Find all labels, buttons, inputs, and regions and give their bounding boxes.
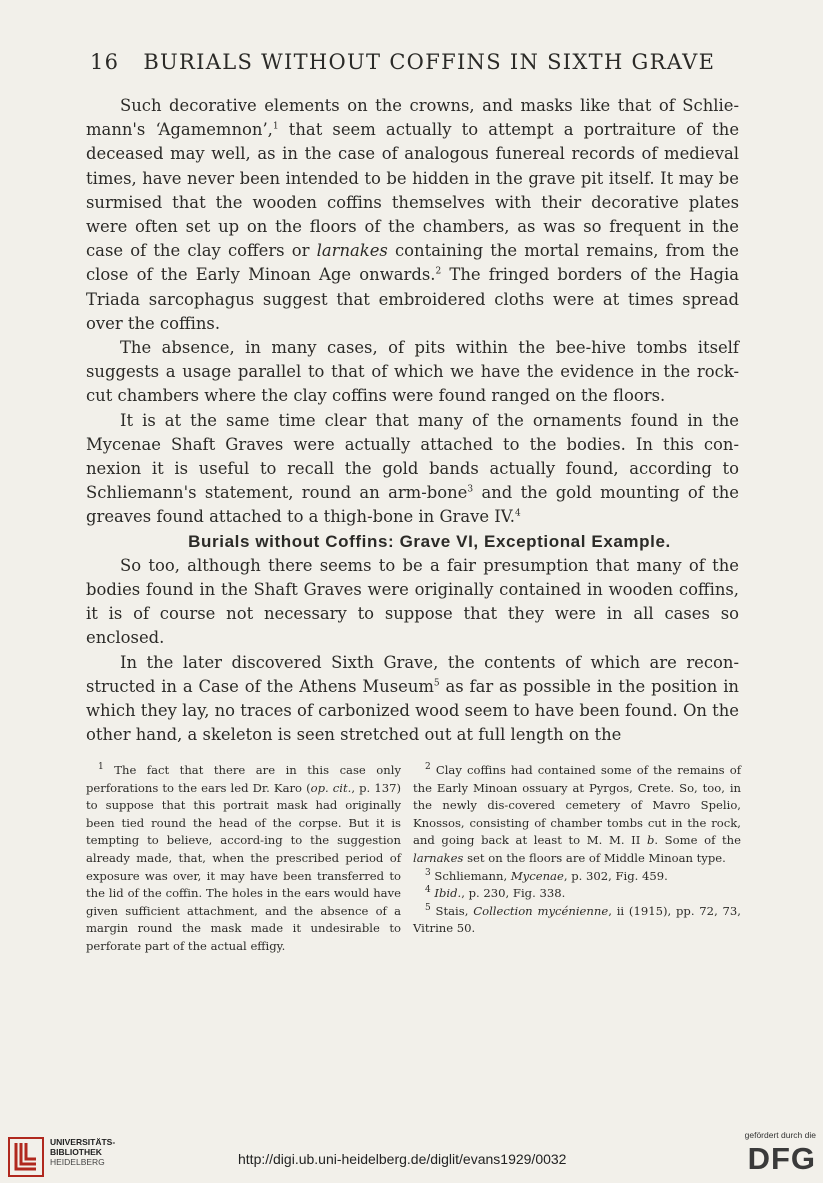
text-run: Clay coffins had contained some of the remains of the Early Minoan ossuary at Pyrgos, Crete. So, too, in the newly dis-covered cemetery of Mavro Spelio, Knossos, consisting of chamber tombs cut in the rock, and going back at least to M. M. II bbox=[413, 763, 741, 848]
text-run: Such decorative elements on the crowns, and masks like that of Schlie-mann's ‘Agamemnon’, bbox=[86, 96, 739, 140]
text-run: , p. 230, Fig. 338. bbox=[461, 886, 566, 901]
library-emblem-icon bbox=[8, 1137, 44, 1177]
text-run: as far as possible in the position in which they lay, no traces of carbonized wood seem to have been found. On the other hand, a skeleton is seen stretched out at full length on the bbox=[86, 676, 739, 745]
funder-note: gefördert durch die bbox=[744, 1130, 816, 1140]
footnote-3 bbox=[413, 868, 741, 886]
italic-term: Collection mycénienne bbox=[473, 903, 609, 918]
italic-term: Mycenae bbox=[510, 868, 564, 883]
footnote-2 bbox=[413, 762, 741, 868]
italic-term: larnakes bbox=[316, 241, 388, 261]
text-run: Schliemann, bbox=[430, 868, 511, 883]
paragraph-1 bbox=[86, 94, 739, 336]
text-run: In the later discovered Sixth Grave, the contents of which are recon-structed in a Case of the Athens Museum bbox=[86, 652, 739, 696]
footnote-column-left bbox=[86, 762, 401, 956]
library-line: UNIVERSITÄTS- bbox=[50, 1137, 116, 1147]
text-run: Stais, bbox=[430, 903, 474, 918]
footnote-ref-2: 2 bbox=[435, 266, 442, 277]
paragraph-2: The absence, in many cases, of pits within the bee-hive tombs itself suggests a usage parallel to that of which we have the evidence in the rock-cut chambers where the clay coffins were found ranged on the floors. bbox=[86, 338, 739, 406]
footnotes bbox=[86, 762, 741, 956]
section-heading: Burials without Coffins: Grave VI, Exceptional Example. bbox=[188, 531, 671, 551]
italic-term: larnakes bbox=[413, 850, 464, 865]
footnote-mark: 5 bbox=[425, 902, 431, 913]
running-title: BURIALS WITHOUT COFFINS IN SIXTH GRAVE bbox=[143, 50, 716, 74]
italic-term: Ibid. bbox=[434, 886, 462, 901]
text-run: containing the mortal remains, from the close of the Early Minoan Age onwards. bbox=[86, 241, 739, 285]
text-run: , ii (1915), pp. 72, 73, Vitrine 50. bbox=[413, 903, 741, 936]
footnote-ref-3: 3 bbox=[467, 484, 474, 495]
paragraph-4: So too, although there seems to be a fair presumption that many of the bodies found in the Shaft Graves were originally contained in wooden coffins, it is of course not necessary to suppose that they were in all cases so enclosed. bbox=[86, 555, 739, 648]
footnote-mark: 1 bbox=[98, 762, 104, 773]
library-logo[interactable] bbox=[8, 1137, 138, 1177]
footnote-mark: 2 bbox=[425, 762, 431, 773]
italic-term: op. cit. bbox=[310, 780, 352, 795]
text-run: , p. 302, Fig. 459. bbox=[563, 868, 668, 883]
text-run: . Some of the bbox=[654, 833, 741, 848]
library-name bbox=[50, 1137, 115, 1167]
page-number: 16 bbox=[90, 50, 120, 74]
text-run: and the gold mounting of the greaves found attached to a thigh-bone in Grave IV. bbox=[86, 483, 739, 527]
italic-term: b bbox=[646, 833, 655, 848]
text-run: The fringed borders of the Hagia Triada sarcophagus suggest that embroidered cloths were at times spread over the coffins. bbox=[86, 265, 739, 333]
footnote-mark: 4 bbox=[425, 885, 431, 896]
paragraph-5 bbox=[86, 651, 739, 748]
library-line: HEIDELBERG bbox=[50, 1157, 105, 1167]
footnote-ref-1: 1 bbox=[272, 121, 279, 132]
footnote-4 bbox=[413, 885, 741, 903]
footnote-ref-4: 4 bbox=[514, 508, 521, 519]
text-run: that seem actually to attempt a portraiture of the deceased may well, as in the case of analogous funereal records of medieval times, have never been intended to be hidden in the grave pit itself. It may be surmised that the wooden coffins themselves with their decorative plates were often set up on the floors of the chambers, as was so frequent in the case of the clay coffers or bbox=[86, 120, 740, 261]
footnote-5 bbox=[413, 903, 741, 938]
footnote-ref-5: 5 bbox=[433, 678, 440, 689]
footnote-1 bbox=[86, 762, 401, 956]
text-run: , p. 137) to suppose that this portrait mask had originally been tied round the head of the corpse. But it is tempting to believe, accord-ing to the suggestion already made, that, when the prescribed period of exposure was over, it may have been transferred to the lid of the coffin. The holes in the ears would have given sufficient attachment, and the absence of a margin round the mask made it undesirable to perforate part of the actual effigy. bbox=[86, 780, 401, 953]
dfg-wordmark: DFG bbox=[747, 1141, 816, 1176]
text-run: The fact that there are in this case only perforations to the ears led Dr. Karo ( bbox=[86, 763, 401, 795]
text-run: It is at the same time clear that many of the ornaments found in the Mycenae Shaft Graves were actually attached to the bodies. In this con-nexion it is useful to recall the gold bands actually found, according to Schliemann's statement, round an arm-bone bbox=[86, 410, 739, 503]
running-header bbox=[90, 50, 740, 74]
paragraph-3 bbox=[86, 409, 739, 530]
source-url-link[interactable]: http://digi.ub.uni-heidelberg.de/diglit/evans1929/0032 bbox=[238, 1151, 567, 1167]
footnote-mark: 3 bbox=[425, 867, 431, 878]
footnote-column-right bbox=[413, 762, 741, 956]
body-text bbox=[86, 94, 739, 747]
funder-logo[interactable] bbox=[726, 1130, 816, 1180]
library-line: BIBLIOTHEK bbox=[50, 1147, 102, 1157]
text-run: set on the floors are of Middle Minoan type. bbox=[463, 850, 726, 865]
